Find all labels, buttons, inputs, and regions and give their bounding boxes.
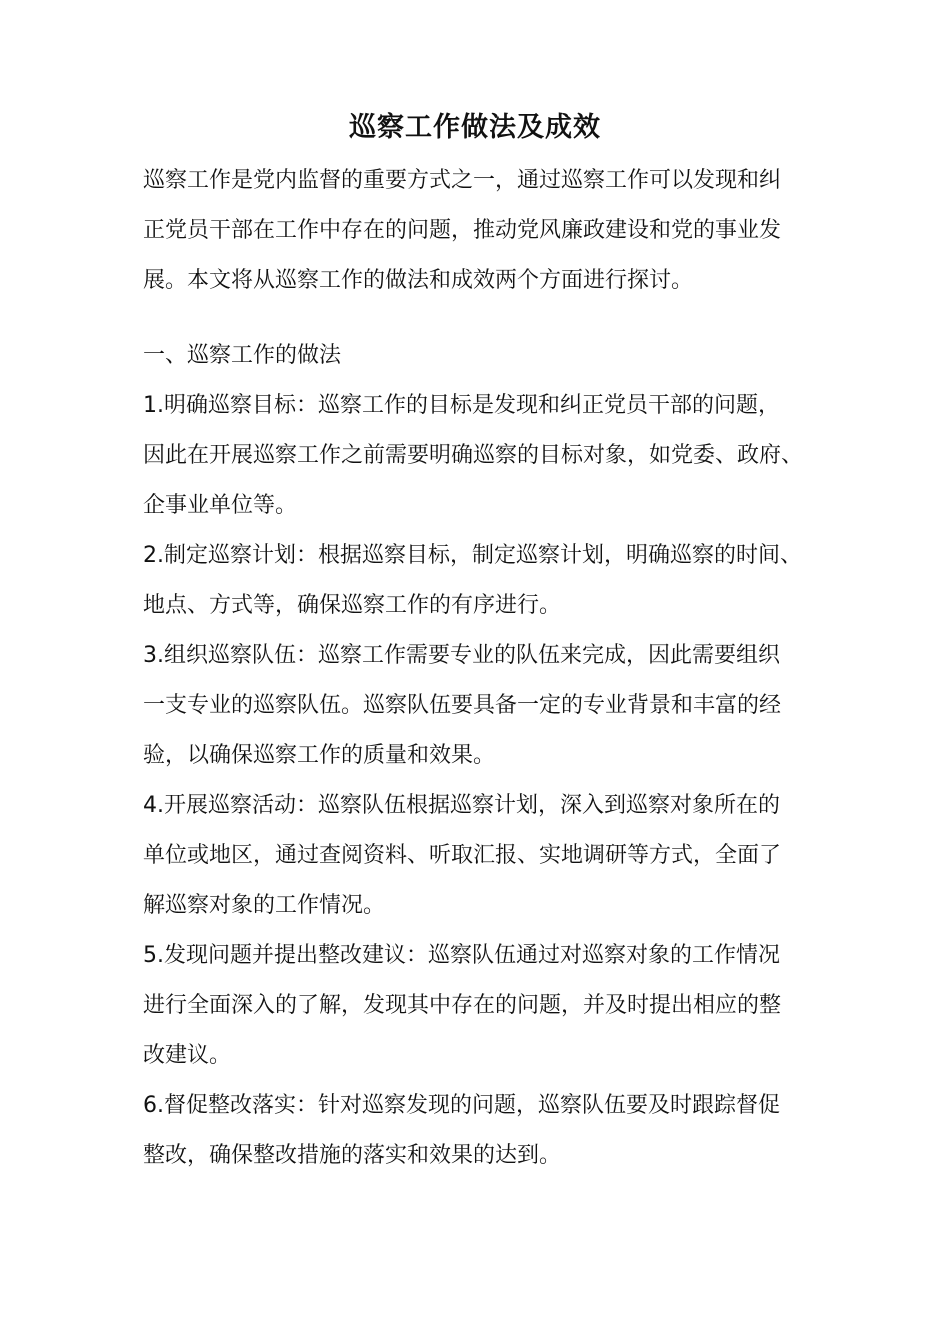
list-item-line: 解巡察对象的工作情况。 [143,893,386,918]
paragraph-line: 正党员干部在工作中存在的问题，推动党风廉政建设和党的事业发 [143,218,782,243]
list-item-line: 整改，确保整改措施的落实和效果的达到。 [143,1143,562,1168]
paragraph-line: 展。本文将从巡察工作的做法和成效两个方面进行探讨。 [143,268,694,293]
list-item-line: 一支专业的巡察队伍。巡察队伍要具备一定的专业背景和丰富的经 [143,693,782,718]
list-item-line: 1.明确巡察目标：巡察工作的目标是发现和纠正党员干部的问题， [143,393,780,418]
list-item-line: 因此在开展巡察工作之前需要明确巡察的目标对象，如党委、政府、 [143,443,804,468]
list-item-line: 3.组织巡察队伍：巡察工作需要专业的队伍来完成，因此需要组织 [143,643,780,668]
list-item-line: 进行全面深入的了解，发现其中存在的问题，并及时提出相应的整 [143,993,782,1018]
list-item-line: 5.发现问题并提出整改建议：巡察队伍通过对巡察对象的工作情况 [143,943,780,968]
list-item-line: 6.督促整改落实：针对巡察发现的问题，巡察队伍要及时跟踪督促 [143,1093,780,1118]
list-item-line: 地点、方式等，确保巡察工作的有序进行。 [143,593,562,618]
list-item-line: 改建议。 [143,1043,232,1068]
list-item-line: 2.制定巡察计划：根据巡察目标，制定巡察计划，明确巡察的时间、 [143,543,802,568]
list-item-line: 4.开展巡察活动：巡察队伍根据巡察计划，深入到巡察对象所在的 [143,793,780,818]
list-item-line: 单位或地区，通过查阅资料、听取汇报、实地调研等方式，全面了 [143,843,782,868]
paragraph-line: 巡察工作是党内监督的重要方式之一，通过巡察工作可以发现和纠 [143,168,782,193]
section-heading: 一、巡察工作的做法 [143,343,342,368]
list-item-line: 企事业单位等。 [143,493,298,518]
list-item-line: 验，以确保巡察工作的质量和效果。 [143,743,496,768]
document-title: 巡察工作做法及成效 [349,112,601,143]
